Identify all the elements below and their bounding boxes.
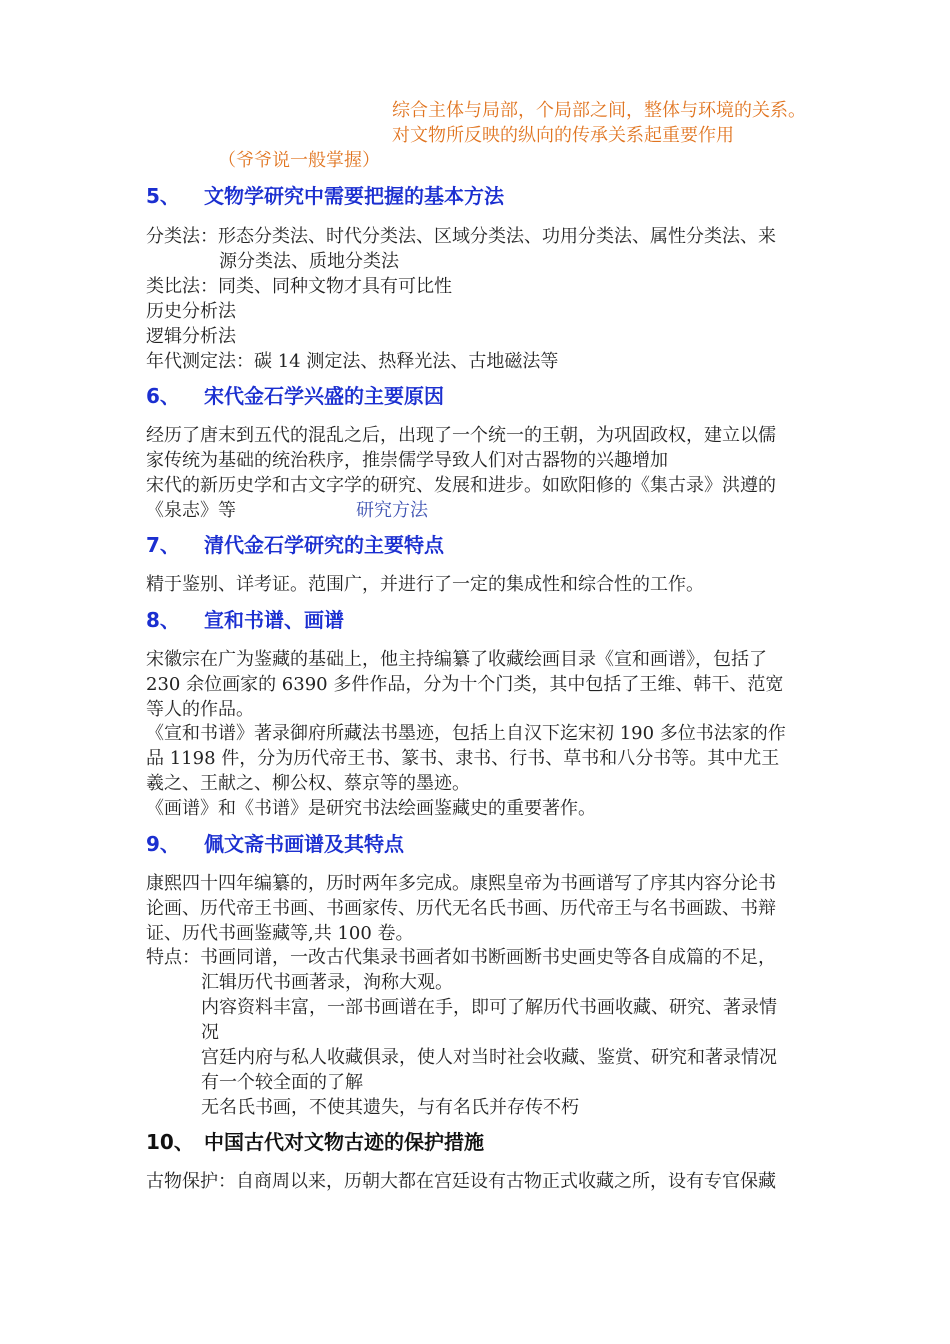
body-line: 论画、历代帝王书画、书画家传、历代无名氏书画、历代帝王与名书画跋、书辩 — [146, 898, 776, 919]
section-number: 8、 — [146, 608, 180, 632]
section-number: 5、 — [146, 184, 180, 208]
body-line: 《泉志》等 — [146, 500, 236, 521]
section-title: 宋代金石学兴盛的主要原因 — [204, 384, 444, 408]
body-line: 内容资料丰富，一部书画谱在手，即可了解历代书画收藏、研究、著录情 — [201, 997, 777, 1018]
section-title: 宣和书谱、画谱 — [204, 608, 344, 632]
body-line: 宋徽宗在广为鉴藏的基础上，他主持编纂了收藏绘画目录《宣和画谱》，包括了 — [146, 649, 767, 670]
body-line: 经历了唐末到五代的混乱之后，出现了一个统一的王朝，为巩固政权，建立以儒 — [146, 425, 776, 446]
body-line: 分类法：形态分类法、时代分类法、区域分类法、功用分类法、属性分类法、来 — [146, 226, 776, 247]
body-line: 品 1198 件，分为历代帝王书、篆书、隶书、行书、草书和八分书等。其中尤王 — [146, 748, 780, 769]
body-line: 逻辑分析法 — [146, 326, 236, 347]
body-line: 证、历代书画鉴藏等,共 100 卷。 — [146, 923, 414, 944]
note-line: （爷爷说一般掌握） — [218, 150, 380, 171]
body-line: 等人的作品。 — [146, 699, 254, 720]
section-heading-8 — [146, 606, 344, 634]
section-number: 9、 — [146, 832, 180, 856]
section-number: 7、 — [146, 533, 180, 557]
section-title: 文物学研究中需要把握的基本方法 — [204, 184, 504, 208]
note-line: 对文物所反映的纵向的传承关系起重要作用 — [392, 125, 734, 146]
body-line: 宋代的新历史学和古文字学的研究、发展和进步。如欧阳修的《集古录》洪遵的 — [146, 475, 776, 496]
body-line: 况 — [201, 1022, 219, 1043]
body-line: 特点：书画同谱，一改古代集录书画者如书断画断书史画史等各自成篇的不足， — [146, 947, 776, 968]
body-line: 类比法：同类、同种文物才具有可比性 — [146, 276, 452, 297]
body-line: 康熙四十四年编纂的，历时两年多完成。康熙皇帝为书画谱写了序其内容分论书 — [146, 873, 776, 894]
body-line: 宫廷内府与私人收藏俱录，使人对当时社会收藏、鉴赏、研究和著录情况 — [201, 1047, 777, 1068]
section-heading-10 — [146, 1128, 484, 1156]
margin-note: 研究方法 — [356, 500, 428, 521]
body-line: 230 余位画家的 6390 多件作品，分为十个门类，其中包括了王维、韩干、范宽 — [146, 674, 784, 695]
body-line: 羲之、王献之、柳公权、蔡京等的墨迹。 — [146, 773, 470, 794]
section-heading-7 — [146, 531, 444, 559]
body-line: 有一个较全面的了解 — [201, 1072, 363, 1093]
section-heading-9 — [146, 830, 404, 858]
section-title: 清代金石学研究的主要特点 — [204, 533, 444, 557]
section-number: 10、 — [146, 1130, 194, 1154]
body-line: 年代测定法：碳 14 测定法、热释光法、古地磁法等 — [146, 351, 559, 372]
note-line: 综合主体与局部，个局部之间，整体与环境的关系。 — [392, 100, 806, 121]
body-line: 家传统为基础的统治秩序，推崇儒学导致人们对古器物的兴趣增加 — [146, 450, 668, 471]
body-line: 汇辑历代书画著录，洵称大观。 — [201, 972, 453, 993]
section-heading-5 — [146, 182, 504, 210]
body-line: 《宣和书谱》著录御府所藏法书墨迹，包括上自汉下迄宋初 190 多位书法家的作 — [146, 723, 786, 744]
body-line: 《画谱》和《书谱》是研究书法绘画鉴藏史的重要著作。 — [146, 798, 596, 819]
section-title: 中国古代对文物古迹的保护措施 — [204, 1130, 484, 1154]
body-line: 源分类法、质地分类法 — [219, 251, 399, 272]
section-title: 佩文斋书画谱及其特点 — [204, 832, 404, 856]
body-line: 精于鉴别、详考证。范围广，并进行了一定的集成性和综合性的工作。 — [146, 574, 704, 595]
body-line: 无名氏书画，不使其遗失，与有名氏并存传不朽 — [201, 1097, 579, 1118]
body-line: 古物保护：自商周以来，历朝大都在宫廷设有古物正式收藏之所，设有专官保藏 — [146, 1171, 776, 1192]
section-number: 6、 — [146, 384, 180, 408]
body-line: 历史分析法 — [146, 301, 236, 322]
section-heading-6 — [146, 382, 444, 410]
